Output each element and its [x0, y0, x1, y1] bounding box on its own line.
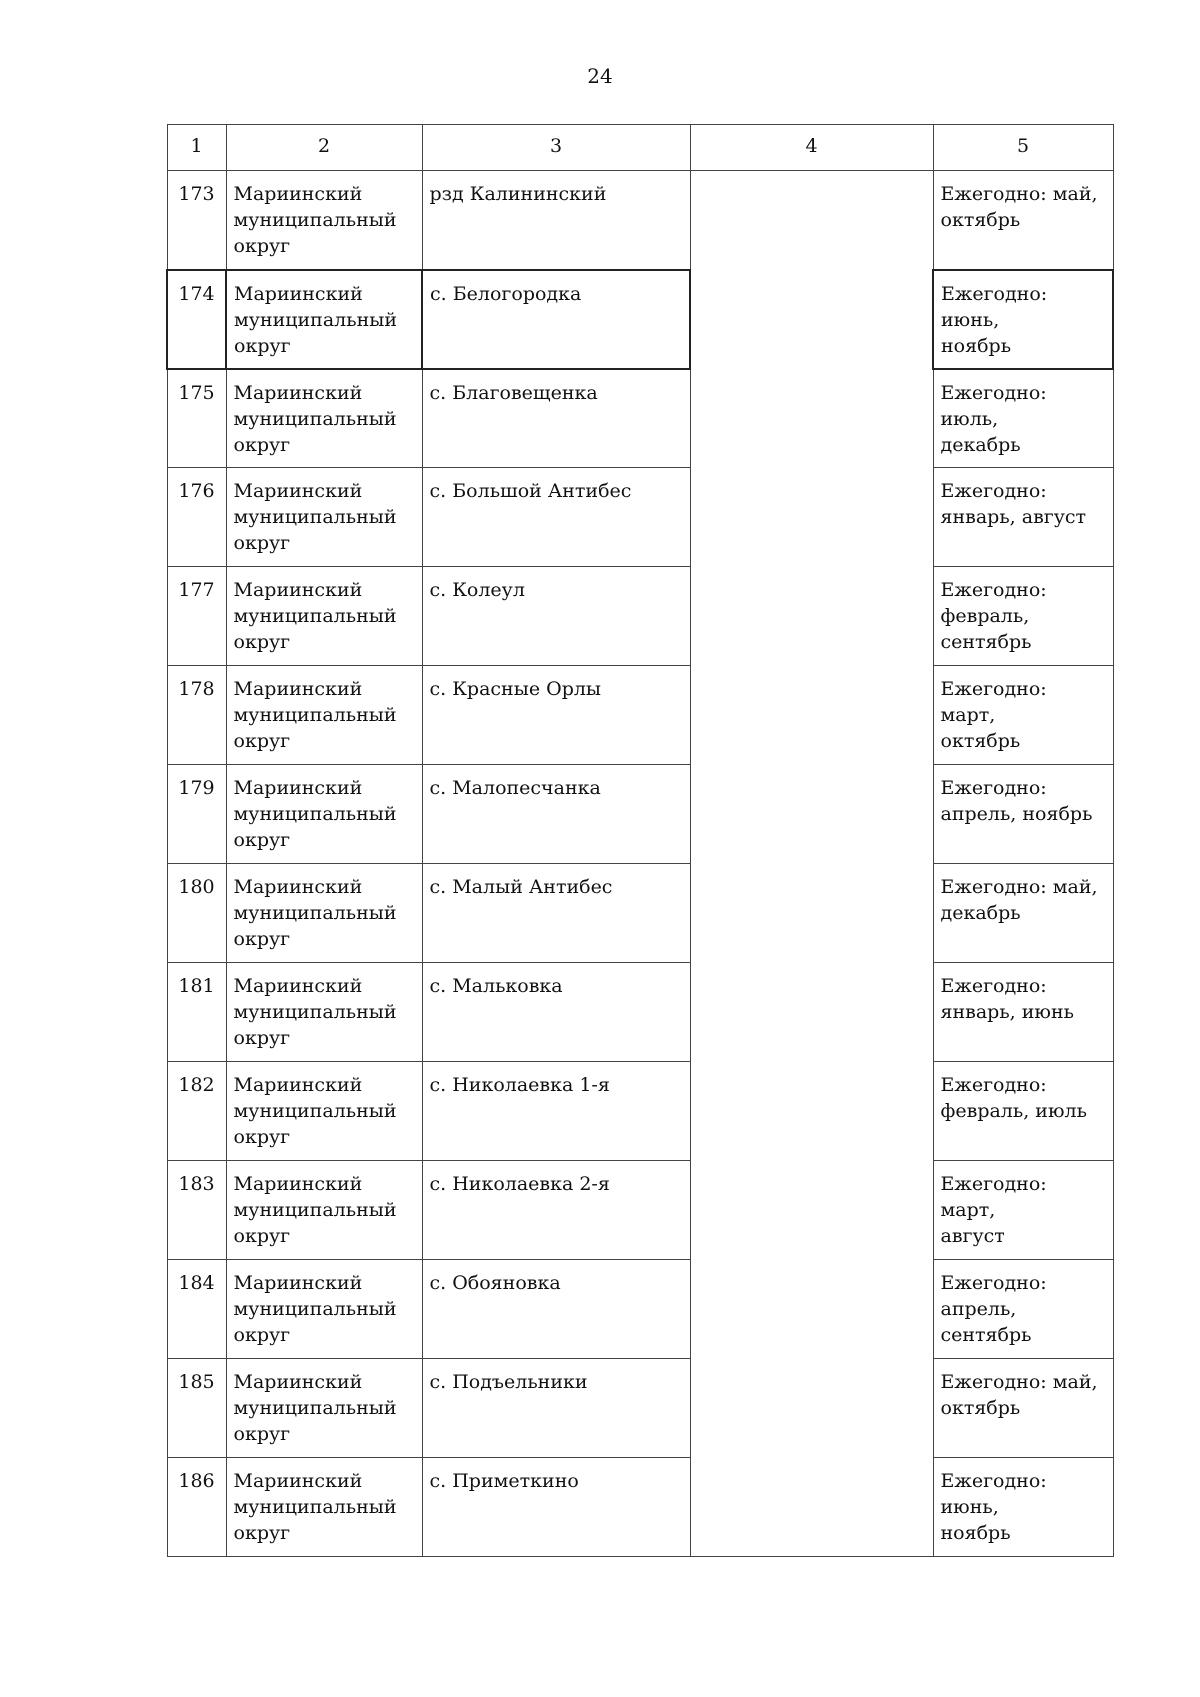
- table-row: [167, 468, 1113, 567]
- schedule-cell: [933, 270, 1113, 369]
- table-row: [167, 567, 1113, 666]
- place-cell: с. Приметкино: [422, 1458, 690, 1557]
- schedule-cell: [933, 1458, 1113, 1557]
- district-line: Мариинский: [233, 579, 363, 601]
- schedule-line: декабрь: [940, 902, 1021, 924]
- table-body: [167, 171, 1113, 1557]
- table-row: [167, 1062, 1113, 1161]
- schedule-line: Ежегодно: май,: [940, 1371, 1098, 1393]
- row-number-cell: 183: [167, 1161, 226, 1260]
- column-4-cell: [690, 270, 933, 369]
- district-line: округ: [233, 532, 291, 554]
- district-line: Мариинский: [233, 1173, 363, 1195]
- schedule-line: февраль,: [940, 605, 1030, 627]
- district-line: Мариинский: [233, 678, 363, 700]
- district-line: Мариинский: [233, 1272, 363, 1294]
- column-4-cell: [690, 1359, 933, 1458]
- schedule-line: Ежегодно: июнь,: [940, 1470, 1047, 1518]
- column-header: 1: [167, 125, 226, 171]
- schedule-line: апрель, сентябрь: [940, 1298, 1032, 1346]
- schedule-cell: [933, 1359, 1113, 1458]
- row-number-cell: 184: [167, 1260, 226, 1359]
- table-row: [167, 1260, 1113, 1359]
- district-cell: [226, 567, 422, 666]
- district-line: муниципальный: [234, 308, 398, 331]
- column-header: 2: [226, 125, 422, 171]
- table-row: [167, 369, 1113, 468]
- district-line: Мариинский: [233, 1074, 363, 1096]
- district-cell: [226, 270, 422, 369]
- district-line: муниципальный: [233, 209, 397, 231]
- schedule-line: октябрь: [940, 209, 1021, 231]
- schedule-line: декабрь: [940, 433, 1021, 456]
- schedule-cell: [933, 864, 1113, 963]
- schedule-cell: [933, 1260, 1113, 1359]
- district-cell: [226, 369, 422, 468]
- column-4-cell: [690, 567, 933, 666]
- district-line: Мариинский: [233, 183, 363, 205]
- schedule-table: [166, 124, 1114, 1557]
- column-header: 3: [422, 125, 690, 171]
- schedule-line: сентябрь: [940, 631, 1032, 653]
- row-number-cell: 175: [167, 369, 226, 468]
- district-line: округ: [233, 1126, 291, 1148]
- schedule-line: Ежегодно:: [940, 1272, 1047, 1294]
- schedule-cell: [933, 1062, 1113, 1161]
- district-line: округ: [233, 1324, 291, 1346]
- schedule-line: Ежегодно: май,: [940, 183, 1098, 205]
- column-4-cell: [690, 468, 933, 567]
- table-row: [167, 1458, 1113, 1557]
- row-number-cell: 176: [167, 468, 226, 567]
- district-cell: [226, 468, 422, 567]
- district-cell: [226, 1260, 422, 1359]
- district-line: муниципальный: [233, 605, 397, 627]
- place-cell: с. Благовещенка: [422, 369, 690, 468]
- schedule-line: Ежегодно: март,: [940, 1173, 1047, 1221]
- row-number-cell: 185: [167, 1359, 226, 1458]
- district-line: муниципальный: [233, 1397, 397, 1419]
- district-line: округ: [233, 1027, 291, 1049]
- column-4-cell: [690, 1458, 933, 1557]
- district-line: муниципальный: [233, 1199, 397, 1221]
- schedule-line: Ежегодно:: [940, 480, 1047, 502]
- schedule-cell: [933, 666, 1113, 765]
- schedule-line: октябрь: [940, 1397, 1021, 1419]
- table-row: [167, 1161, 1113, 1260]
- district-line: Мариинский: [233, 777, 363, 799]
- district-line: округ: [233, 1522, 291, 1544]
- district-cell: [226, 963, 422, 1062]
- schedule-line: Ежегодно:: [940, 1074, 1047, 1096]
- district-line: округ: [233, 928, 291, 950]
- schedule-cell: [933, 468, 1113, 567]
- district-line: муниципальный: [233, 803, 397, 825]
- column-4-cell: [690, 765, 933, 864]
- row-number-cell: 174: [167, 270, 226, 369]
- district-line: муниципальный: [233, 704, 397, 726]
- table-row: [167, 171, 1113, 270]
- page-number: 24: [587, 64, 613, 88]
- place-cell: с. Красные Орлы: [422, 666, 690, 765]
- district-line: муниципальный: [233, 1496, 397, 1518]
- schedule-line: август: [940, 1225, 1005, 1247]
- district-cell: [226, 666, 422, 765]
- row-number-cell: 181: [167, 963, 226, 1062]
- district-line: округ: [233, 829, 291, 851]
- district-cell: [226, 1359, 422, 1458]
- schedule-line: ноябрь: [940, 1522, 1011, 1544]
- district-line: округ: [233, 631, 291, 653]
- row-number-cell: 178: [167, 666, 226, 765]
- place-cell: с. Малый Антибес: [422, 864, 690, 963]
- district-line: муниципальный: [233, 1001, 397, 1023]
- district-cell: [226, 1458, 422, 1557]
- table-row: [167, 270, 1113, 369]
- schedule-cell: [933, 1161, 1113, 1260]
- schedule-line: Ежегодно:: [940, 579, 1047, 601]
- district-line: Мариинский: [233, 381, 363, 404]
- column-4-cell: [690, 864, 933, 963]
- place-cell: с. Николаевка 1-я: [422, 1062, 690, 1161]
- schedule-line: февраль, июль: [940, 1100, 1087, 1122]
- row-number-cell: 177: [167, 567, 226, 666]
- place-cell: с. Николаевка 2-я: [422, 1161, 690, 1260]
- table-header-row: [167, 125, 1113, 171]
- schedule-cell: [933, 171, 1113, 270]
- district-line: округ: [233, 235, 291, 257]
- table-row: [167, 666, 1113, 765]
- schedule-line: октябрь: [940, 730, 1021, 752]
- schedule-line: январь, август: [940, 506, 1087, 528]
- district-cell: [226, 1161, 422, 1260]
- column-4-cell: [690, 171, 933, 270]
- district-cell: [226, 864, 422, 963]
- table-row: [167, 864, 1113, 963]
- column-4-cell: [690, 1161, 933, 1260]
- district-cell: [226, 765, 422, 864]
- table-row: [167, 1359, 1113, 1458]
- schedule-line: ноябрь: [941, 334, 1012, 357]
- district-line: Мариинский: [233, 876, 363, 898]
- place-cell: с. Обояновка: [422, 1260, 690, 1359]
- district-line: округ: [233, 730, 291, 752]
- district-line: округ: [233, 1225, 291, 1247]
- district-line: округ: [233, 1423, 291, 1445]
- column-4-cell: [690, 1260, 933, 1359]
- district-line: Мариинский: [233, 480, 363, 502]
- place-cell: с. Белогородка: [422, 270, 690, 369]
- schedule-line: апрель, ноябрь: [940, 803, 1093, 825]
- district-line: муниципальный: [233, 902, 397, 924]
- place-cell: с. Большой Антибес: [422, 468, 690, 567]
- schedule-cell: [933, 567, 1113, 666]
- column-4-cell: [690, 666, 933, 765]
- row-number-cell: 182: [167, 1062, 226, 1161]
- district-line: Мариинский: [234, 282, 363, 305]
- district-line: Мариинский: [233, 1470, 363, 1492]
- column-header: 4: [690, 125, 933, 171]
- district-line: муниципальный: [233, 506, 397, 528]
- district-line: округ: [233, 433, 291, 456]
- column-header: 5: [933, 125, 1113, 171]
- district-cell: [226, 171, 422, 270]
- column-4-cell: [690, 369, 933, 468]
- district-line: округ: [234, 334, 291, 357]
- schedule-line: Ежегодно:: [940, 777, 1047, 799]
- district-cell: [226, 1062, 422, 1161]
- district-line: Мариинский: [233, 975, 363, 997]
- row-number-cell: 179: [167, 765, 226, 864]
- row-number-cell: 173: [167, 171, 226, 270]
- place-cell: с. Колеул: [422, 567, 690, 666]
- schedule-cell: [933, 963, 1113, 1062]
- place-cell: рзд Калининский: [422, 171, 690, 270]
- schedule-line: Ежегодно: июль,: [940, 381, 1047, 430]
- schedule-cell: [933, 765, 1113, 864]
- table-row: [167, 765, 1113, 864]
- schedule-line: Ежегодно: июнь,: [941, 282, 1048, 331]
- place-cell: с. Мальковка: [422, 963, 690, 1062]
- place-cell: с. Подъельники: [422, 1359, 690, 1458]
- schedule-line: январь, июнь: [940, 1001, 1074, 1023]
- schedule-line: Ежегодно: май,: [940, 876, 1098, 898]
- district-line: муниципальный: [233, 407, 397, 430]
- row-number-cell: 186: [167, 1458, 226, 1557]
- district-line: муниципальный: [233, 1298, 397, 1320]
- schedule-cell: [933, 369, 1113, 468]
- column-4-cell: [690, 1062, 933, 1161]
- place-cell: с. Малопесчанка: [422, 765, 690, 864]
- schedule-line: Ежегодно: март,: [940, 678, 1047, 726]
- row-number-cell: 180: [167, 864, 226, 963]
- district-line: муниципальный: [233, 1100, 397, 1122]
- district-line: Мариинский: [233, 1371, 363, 1393]
- schedule-line: Ежегодно:: [940, 975, 1047, 997]
- column-4-cell: [690, 963, 933, 1062]
- table-row: [167, 963, 1113, 1062]
